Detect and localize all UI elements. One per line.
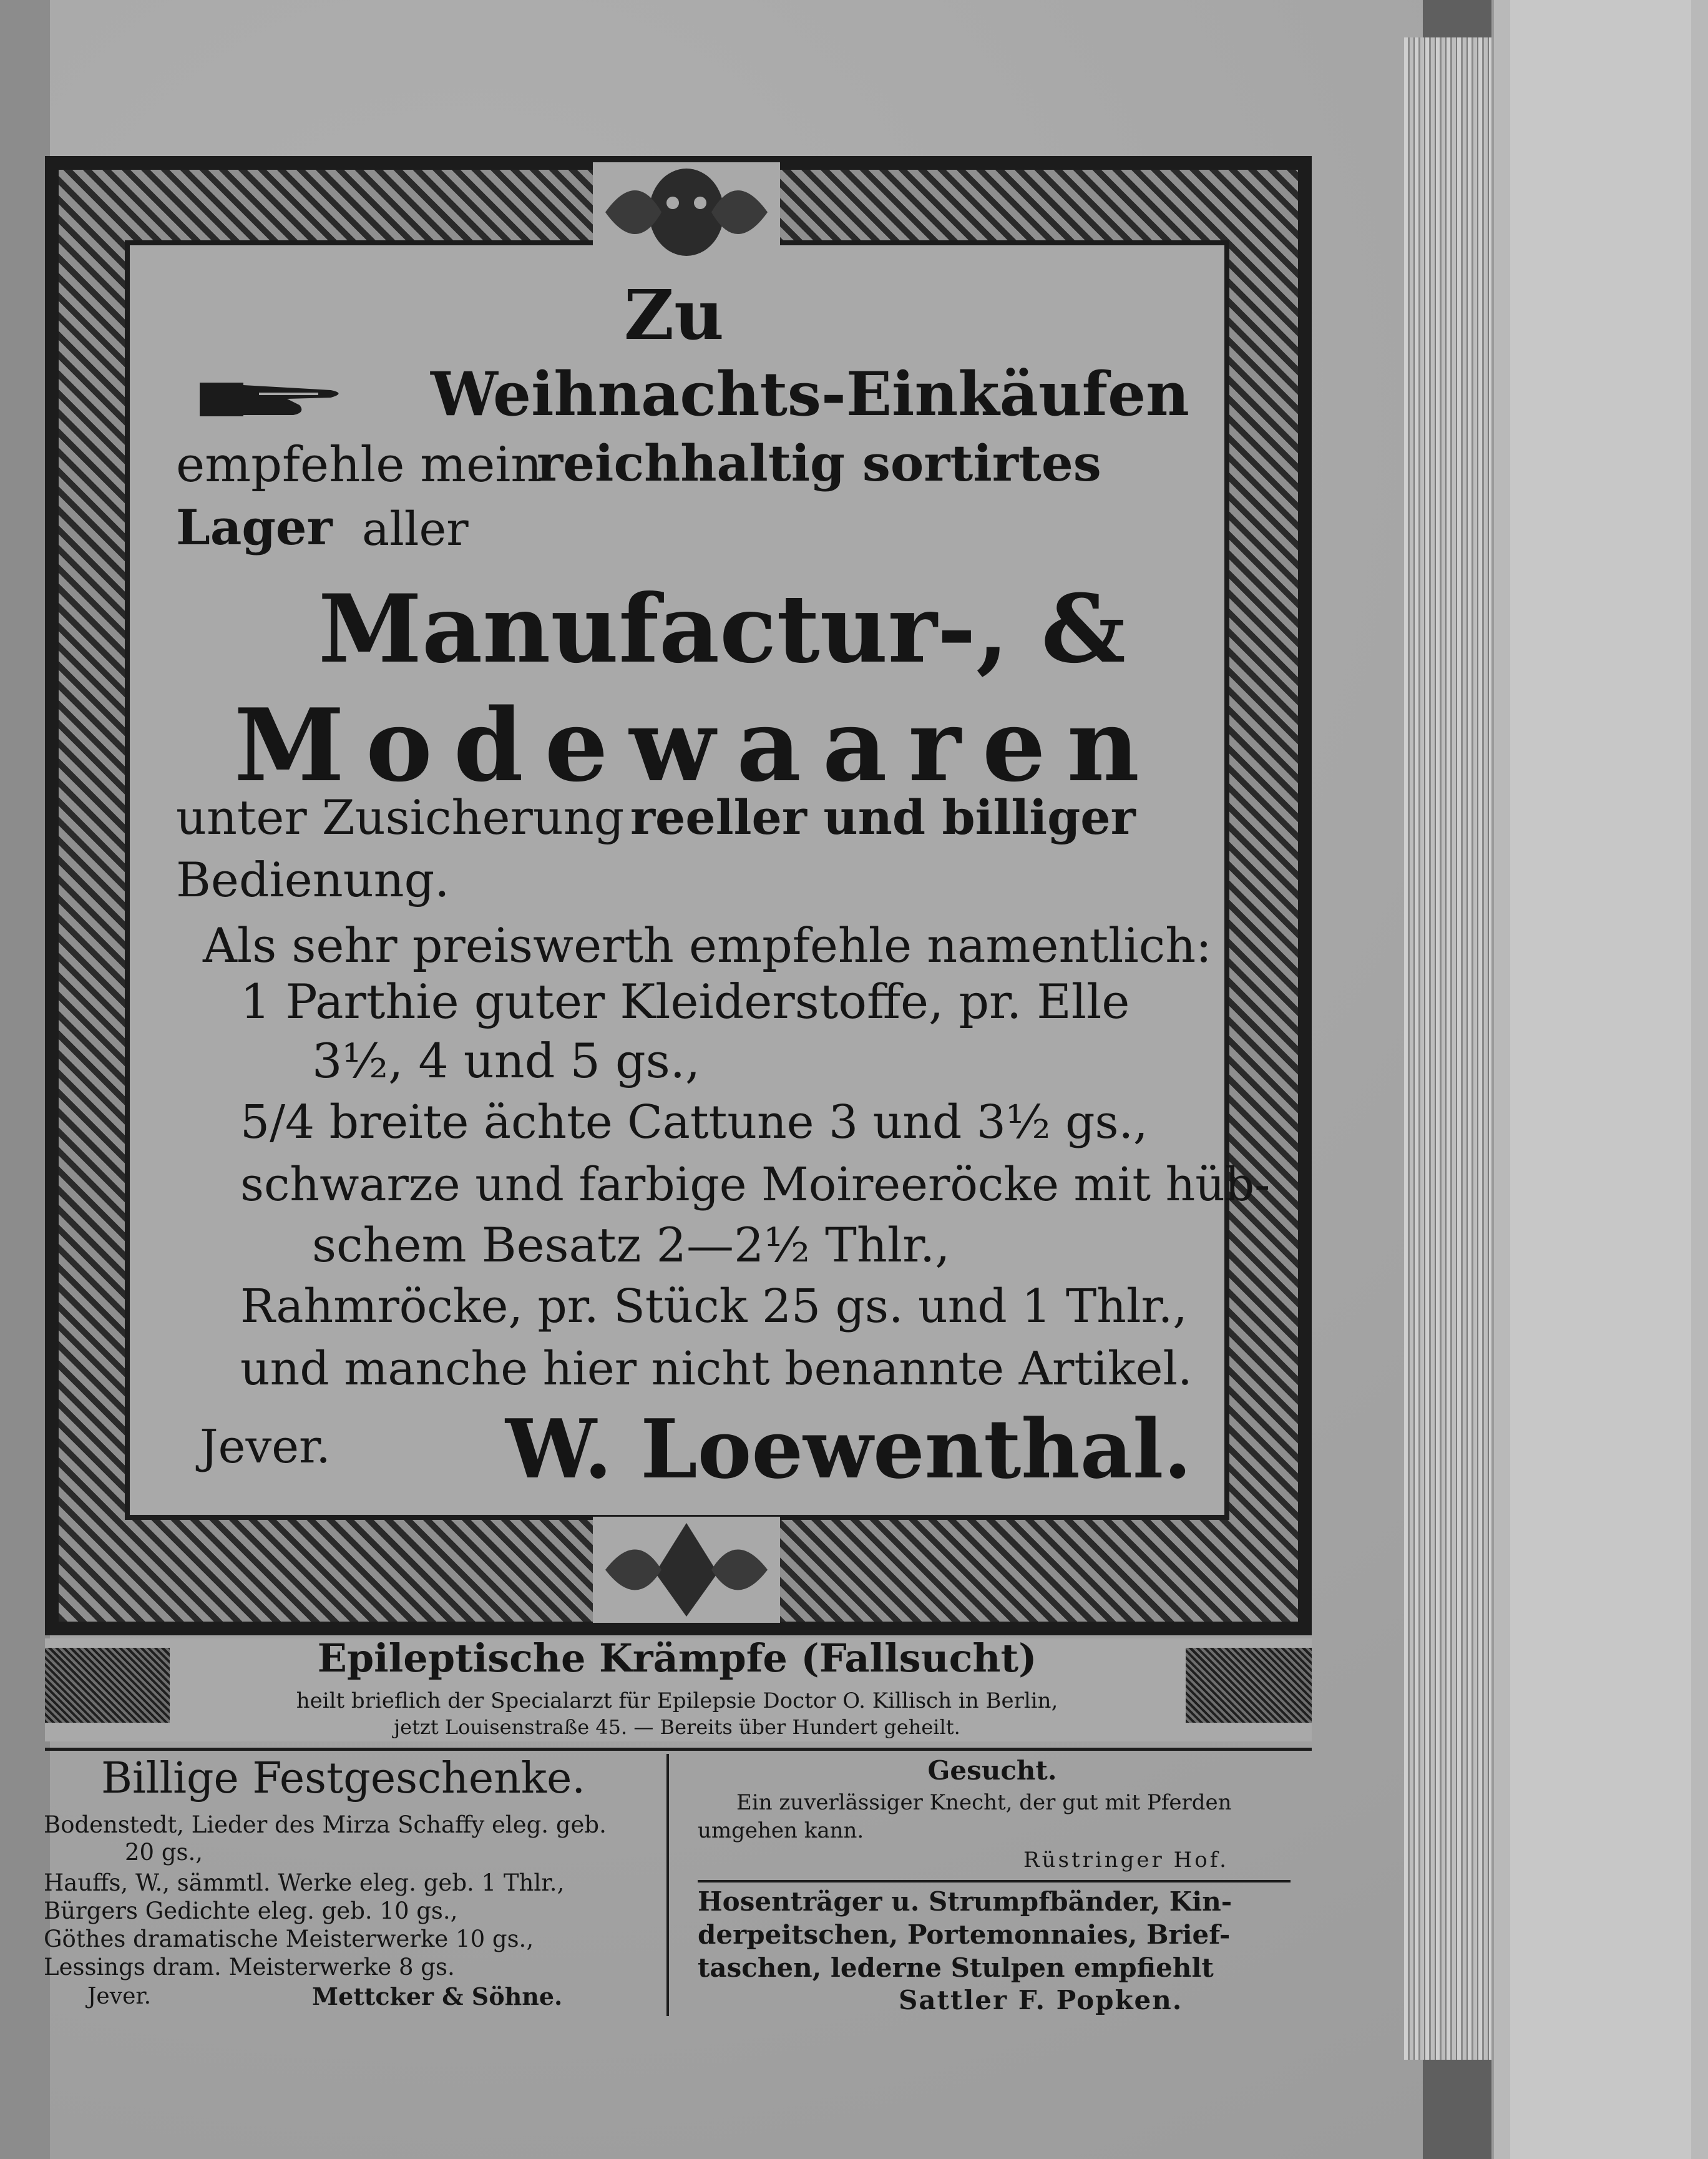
ad-signature: W. Loewenthal. <box>505 1401 1192 1497</box>
list-item-3: 5/4 breite ächte Cattune 3 und 3½ gs., <box>240 1095 1148 1149</box>
list-item-1: 1 Parthie guter Kleiderstoffe, pr. Elle <box>240 974 1130 1029</box>
books-ad-line-5: Göthes dramatische Meisterwerke 10 gs., <box>44 1926 534 1952</box>
assurance-line-regular: unter Zusicherung <box>176 790 625 845</box>
list-item-6: Rahmröcke, pr. Stück 25 gs. und 1 Thlr., <box>240 1280 1188 1333</box>
books-ad-line-3: Hauffs, W., sämmtl. Werke eleg. geb. 1 Thlr., <box>44 1869 565 1896</box>
wanted-ad-line-1: Ein zuverlässiger Knecht, der gut mit Pferden <box>736 1790 1232 1815</box>
wanted-ad-line-2: umgehen kann. <box>698 1818 864 1843</box>
ad-place: Jever. <box>200 1420 331 1474</box>
pointing-hand-icon <box>200 378 349 421</box>
saddler-ad-line-2: derpeitschen, Portemonnaies, Brief- <box>698 1919 1231 1950</box>
intro-line-1-regular: empfehle mein <box>176 437 542 493</box>
books-ad-line-6: Lessings dram. Meisterwerke 8 gs. <box>44 1954 455 1980</box>
books-ad-line-4: Bürgers Gedichte eleg. geb. 10 gs., <box>44 1897 458 1924</box>
intro-line-2-bold: Lager <box>176 499 333 556</box>
list-item-2: 3½, 4 und 5 gs., <box>312 1033 701 1089</box>
list-item-4: schwarze und farbige Moireeröcke mit hüb- <box>240 1158 1271 1212</box>
big-line-manufactur: Manufactur-, & <box>318 574 1126 684</box>
books-ad-firm: Mettcker & Söhne. <box>312 1982 563 2010</box>
assurance-line-2: Bedienung. <box>176 852 450 908</box>
epilepsy-ad-right-ornament <box>1186 1648 1312 1723</box>
epilepsy-ad-title: Epileptische Krämpfe (Fallsucht) <box>317 1635 1037 1681</box>
books-ad-line-1: Bodenstedt, Lieder des Mirza Schaffy eleg. geb. <box>44 1811 607 1838</box>
epilepsy-ad-line-1: heilt brieflich der Specialarzt für Epilepsie Doctor O. Killisch in Berlin, <box>296 1688 1058 1713</box>
list-item-7: und manche hier nicht benannte Artikel. <box>240 1342 1193 1396</box>
wanted-ad-signature: Rüstringer Hof. <box>1023 1848 1229 1873</box>
intro-line-2-regular: aller <box>362 502 469 556</box>
section-rule <box>45 1748 1312 1751</box>
saddler-ad-line-3: taschen, lederne Stulpen empfiehlt <box>698 1952 1214 1983</box>
headline: Weihnachts-Einkäufen <box>431 359 1189 429</box>
intro-line-1-bold: reichhaltig sortirtes <box>537 434 1101 492</box>
wanted-ad-title: Gesucht. <box>927 1755 1057 1786</box>
books-ad-place: Jever. <box>87 1984 152 2009</box>
epilepsy-ad-line-2: jetzt Louisenstraße 45. — Bereits über Hundert geheilt. <box>394 1715 960 1739</box>
saddler-ad-signature: Sattler F. Popken. <box>899 1985 1183 2015</box>
epilepsy-ad-left-ornament <box>45 1648 170 1723</box>
column-rule <box>666 1754 669 2016</box>
books-ad-title: Billige Festgeschenke. <box>101 1754 585 1803</box>
books-ad-line-2: 20 gs., <box>125 1839 203 1866</box>
big-line-modewaaren: Modewaaren <box>234 687 1161 804</box>
list-intro: Als sehr preiswerth empfehle namentlich: <box>203 918 1212 973</box>
saddler-ad-line-1: Hosenträger u. Strumpfbänder, Kin- <box>698 1886 1232 1917</box>
wanted-ad-rule <box>698 1880 1291 1882</box>
list-item-5: schem Besatz 2—2½ Thlr., <box>312 1217 950 1273</box>
assurance-line-bold: reeller und billiger <box>630 790 1136 845</box>
top-mask-ornament-icon <box>593 162 780 262</box>
ad-word-zu: Zu <box>623 275 725 355</box>
bottom-mask-ornament-icon <box>593 1517 780 1623</box>
book-cover-inner <box>1510 0 1691 2159</box>
